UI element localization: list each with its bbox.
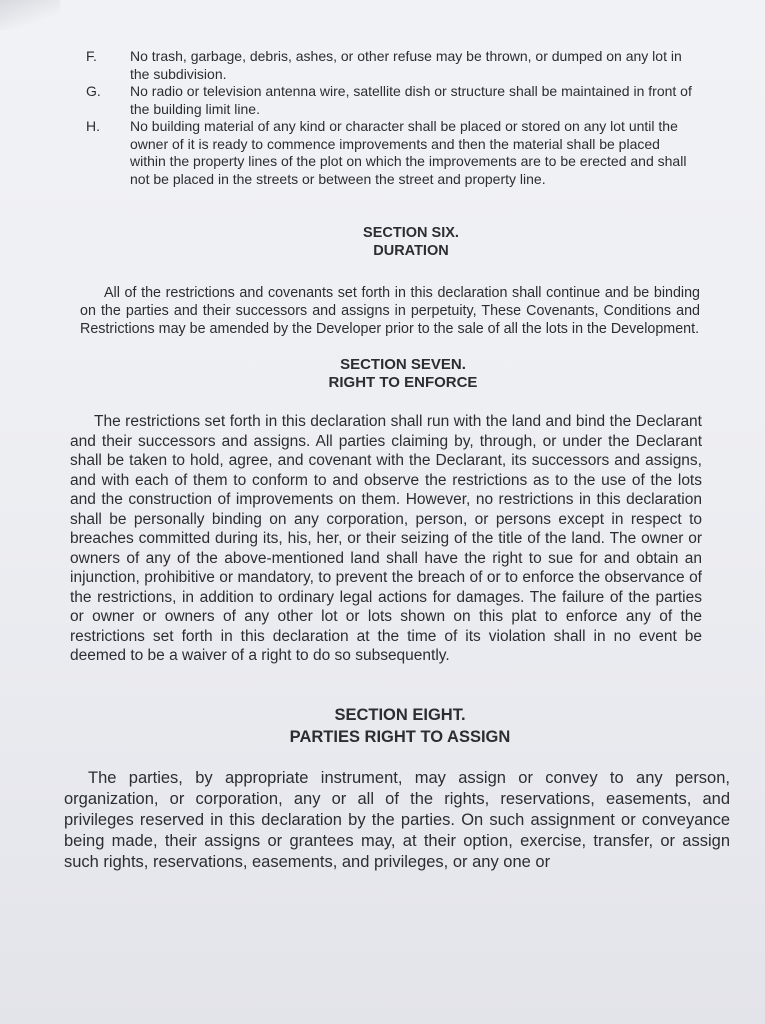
section-six-body: All of the restrictions and covenants set forth in this declaration shall continue and be binding on the parties and their successors and assigns in perpetuity, These Covenants, Conditions and Restrictions may be amended by the Developer prior to the sale of all the lots in the Development. bbox=[80, 285, 700, 337]
item-text: No building material of any kind or character shall be placed or stored on any lot until the owner of it is ready to commence improvements and then the material shall be placed within the property lines of the plot on which the improvements are to be erected and shall not be placed in the streets or between the street and property line. bbox=[130, 118, 687, 187]
section-seven-title: RIGHT TO ENFORCE bbox=[328, 374, 478, 391]
item-text: No radio or television antenna wire, satellite dish or structure shall be maintained in front of the building limit line. bbox=[130, 83, 692, 117]
section-eight bbox=[60, 704, 730, 873]
section-six-heading: SECTION SIX. bbox=[363, 225, 459, 241]
section-six-title: DURATION bbox=[373, 243, 449, 259]
document-content bbox=[60, 48, 730, 873]
page-fold-shadow bbox=[0, 0, 60, 30]
section-seven bbox=[60, 356, 730, 666]
item-text: No trash, garbage, debris, ashes, or other refuse may be thrown, or dumped on any lot in the subdivision. bbox=[130, 48, 682, 82]
section-eight-heading: SECTION EIGHT. bbox=[334, 705, 466, 724]
item-letter: G. bbox=[86, 83, 101, 99]
list-item bbox=[60, 83, 730, 118]
section-seven-heading: SECTION SEVEN. bbox=[340, 356, 466, 373]
section-eight-body: The parties, by appropriate instrument, may assign or convey to any person, organization, or corporation, any or all of the rights, reservations, easements, and privileges reserved in this declaration by the parties. On such assignment or conveyance being made, their assigns or grantees may, at their option, exercise, transfer, or assign such rights, reservations, easements, and privileges, or any one or bbox=[64, 768, 730, 871]
section-six bbox=[60, 224, 730, 338]
list-item bbox=[60, 48, 730, 83]
section-seven-body: The restrictions set forth in this declaration shall run with the land and bind the Declarant and their successors and assigns. All parties claiming by, through, or under the Declarant shall be taken to hold, agree, and covenant with the Declarant, its successors and assigns, and with each of them to conform to and observe the restrictions as to the use of the lots and the construction of improvements on them. However, no restrictions in this declaration shall be personally binding on any corporation, person, or persons except in respect to breaches committed during its, his, her, or their seizing of the title of the land. The owner or owners of any of the above-mentioned land shall have the right to sue for and obtain an injunction, prohibitive or mandatory, to prevent the breach of or to enforce the observance of the restrictions, in addition to ordinary legal actions for damages. The failure of the parties or owner or owners of any other lot or lots shown on this plat to enforce any of the restrictions set forth in this declaration at the time of its violation shall in no event be deemed to be a waiver of a right to do so subsequently. bbox=[70, 413, 702, 664]
list-item bbox=[60, 118, 730, 188]
item-letter: F. bbox=[86, 48, 97, 64]
section-eight-title: PARTIES RIGHT TO ASSIGN bbox=[289, 727, 511, 746]
item-letter: H. bbox=[86, 118, 100, 134]
